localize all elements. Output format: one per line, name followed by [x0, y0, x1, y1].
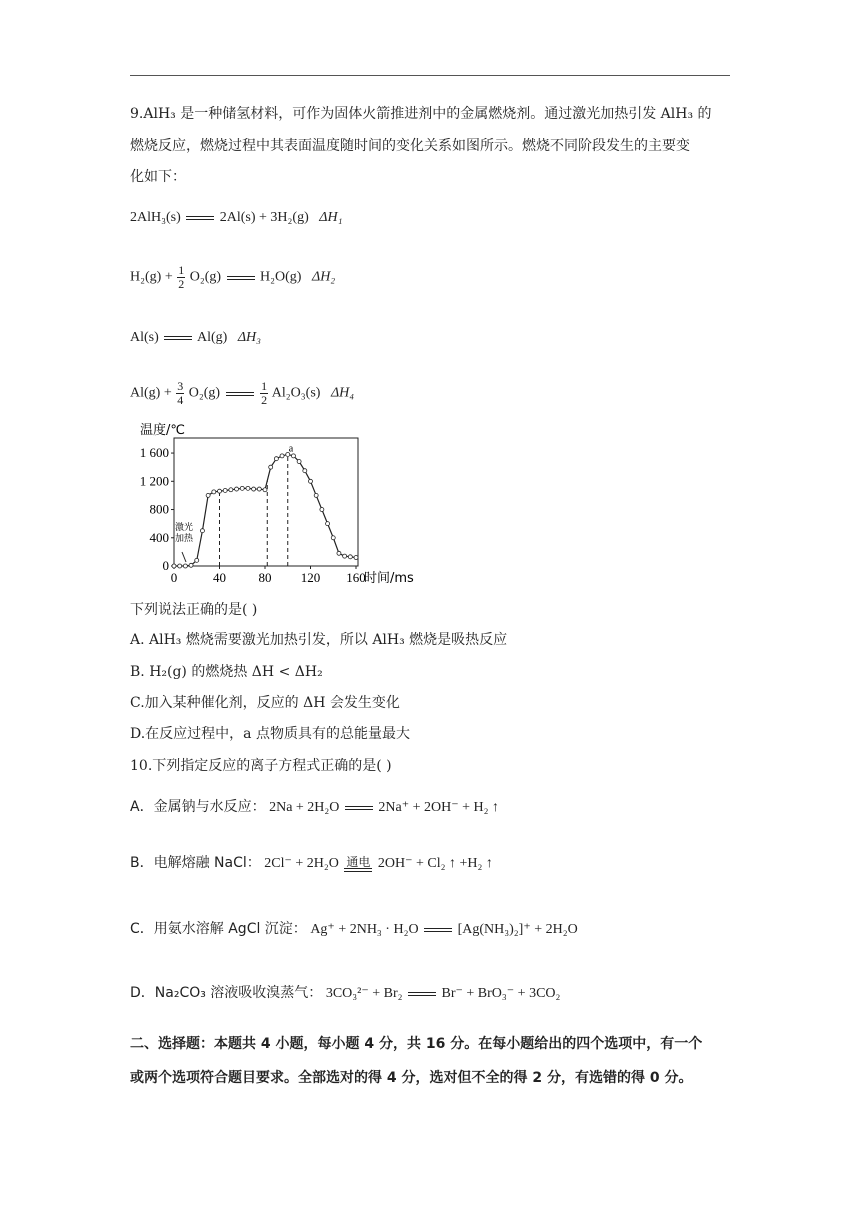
q10-b-right: 2OH⁻ + Cl₂ ↑ +H₂ ↑ — [377, 856, 493, 871]
y-tick-label: 400 — [149, 529, 169, 545]
eq4-b: O₂(g) — [188, 385, 221, 401]
x-axis-label: 时间/ms — [364, 571, 414, 586]
x-tick-label: 120 — [300, 570, 321, 585]
eq4-dh: ΔH₄ — [330, 385, 355, 401]
data-point — [235, 487, 239, 491]
q9-option-a[interactable]: A. AlH₃ 燃烧需要激光加热引发，所以 AlH₃ 燃烧是吸热反应 — [130, 632, 508, 648]
y-tick-label: 800 — [149, 501, 169, 517]
q10-a-right: 2Na⁺ + 2OH⁻ + H₂ ↑ — [378, 800, 500, 815]
data-point — [348, 555, 352, 559]
q10-option-d[interactable] — [130, 982, 560, 1002]
equals-sign — [345, 806, 373, 810]
equals-sign — [186, 216, 214, 220]
data-point — [252, 487, 256, 491]
data-point — [172, 564, 176, 568]
data-point — [269, 465, 273, 469]
data-point — [326, 522, 330, 526]
header-rule — [130, 75, 730, 76]
data-point — [314, 493, 318, 497]
equals-sign — [424, 928, 452, 932]
frac-numerator: 1 — [178, 263, 185, 277]
data-point — [195, 558, 199, 562]
data-point — [189, 563, 193, 567]
q10-option-b[interactable] — [130, 852, 493, 872]
frac-denominator: 4 — [177, 393, 184, 407]
data-point — [212, 490, 216, 494]
frac-denominator: 2 — [261, 393, 268, 407]
electrolysis-condition — [342, 856, 374, 872]
equals-sign — [408, 992, 436, 996]
data-point — [309, 479, 313, 483]
equation-1 — [130, 210, 342, 226]
q10-option-d-label: D．Na₂CO₃ 溶液吸收溴蒸气： — [130, 985, 323, 1001]
equals-sign — [344, 868, 372, 872]
temperature-curve — [174, 454, 356, 566]
eq4-fraction — [176, 380, 184, 407]
eq2-b: O₂(g) — [189, 269, 222, 285]
equation-2 — [130, 264, 335, 291]
data-point — [240, 486, 244, 490]
q10-a-left: 2Na + 2H₂O — [269, 800, 340, 815]
eq1-left: 2AlH₃(s) — [130, 210, 181, 225]
condition-label: 通电 — [346, 855, 371, 869]
q10-option-a-label: A．金属钠与水反应： — [130, 799, 266, 815]
q10-option-c-label: C．用氨水溶解 AgCl 沉淀： — [130, 921, 307, 937]
eq2-dh: ΔH₂ — [311, 269, 336, 285]
laser-arrow — [182, 552, 186, 562]
eq2-right: H₂O(g) — [260, 269, 302, 285]
eq1-right: 2Al(s) + 3H₂(g) — [219, 210, 309, 225]
data-point — [257, 487, 261, 491]
point-a-label: a — [288, 443, 294, 455]
data-point — [354, 556, 358, 560]
temperature-time-chart — [128, 423, 414, 592]
plot-frame — [174, 438, 358, 566]
data-point — [303, 469, 307, 473]
q9-option-b[interactable]: B. H₂(g) 的燃烧热 ΔH < ΔH₂ — [130, 664, 323, 680]
eq3-dh: ΔH₃ — [237, 330, 262, 345]
q10-prompt: 10.下列指定反应的离子方程式正确的是( ) — [130, 758, 392, 774]
q9-option-c[interactable]: C.加入某种催化剂，反应的 ΔH 会发生变化 — [130, 695, 400, 711]
q9-option-d[interactable]: D.在反应过程中，a 点物质具有的总能量最大 — [130, 726, 410, 742]
data-point — [343, 554, 347, 558]
x-tick-label: 160 — [346, 570, 366, 585]
y-tick-label: 1 600 — [139, 445, 169, 461]
eq4-a: Al(g) + — [130, 385, 172, 401]
y-tick-label: 1 200 — [139, 473, 169, 489]
equals-sign — [164, 336, 192, 340]
eq2-a: H₂(g) + — [130, 269, 173, 285]
q10-d-right: Br⁻ + BrO₃⁻ + 3CO₂ — [441, 986, 561, 1001]
data-point — [246, 486, 250, 490]
data-point — [229, 488, 233, 492]
data-point — [331, 536, 335, 540]
q10-option-c[interactable] — [130, 918, 578, 938]
equals-sign — [226, 392, 254, 396]
y-tick-label: 0 — [162, 558, 169, 573]
data-point — [206, 493, 210, 497]
eq4-fraction-2 — [260, 380, 268, 407]
q9-stem-line3: 化如下： — [130, 169, 186, 185]
frac-denominator: 2 — [178, 277, 185, 291]
data-point — [223, 488, 227, 492]
data-point — [218, 489, 222, 493]
laser-heating-label: 激光 — [175, 523, 194, 533]
equals-sign — [227, 276, 255, 280]
x-tick-label: 40 — [213, 570, 226, 585]
data-point — [200, 529, 204, 533]
eq1-dh: ΔH₁ — [319, 210, 343, 225]
data-point — [183, 564, 187, 568]
eq2-fraction — [177, 264, 185, 291]
y-axis-label: 温度/℃ — [140, 423, 185, 438]
section2-line1: 二、选择题：本题共 4 小题，每小题 4 分，共 16 分。在每小题给出的四个选项中，有一个 — [130, 1036, 703, 1052]
eq3-right: Al(g) — [197, 330, 228, 345]
q10-c-right: [Ag(NH₃)₂]⁺ + 2H₂O — [457, 922, 578, 937]
data-point — [320, 508, 324, 512]
equation-4 — [130, 380, 354, 407]
data-point — [297, 460, 301, 464]
q10-d-left: 3CO₃²⁻ + Br₂ — [325, 986, 403, 1001]
x-tick-label: 80 — [258, 570, 272, 585]
q9-prompt: 下列说法正确的是( ) — [130, 602, 258, 618]
data-point — [274, 457, 278, 461]
frac-numerator: 3 — [177, 379, 184, 393]
eq4-right: Al₂O₃(s) — [271, 385, 321, 401]
q10-c-left: Ag⁺ + 2NH₃ · H₂O — [310, 922, 419, 937]
x-tick-label: 0 — [170, 570, 178, 585]
q10-b-left: 2Cl⁻ + 2H₂O — [264, 856, 339, 871]
data-point — [178, 564, 182, 568]
data-point — [280, 454, 284, 458]
frac-numerator: 1 — [261, 379, 268, 393]
data-point — [263, 488, 267, 492]
q9-stem-line1: 9.AlH₃ 是一种储氢材料，可作为固体火箭推进剂中的金属燃烧剂。通过激光加热引发 AlH₃ 的 — [130, 106, 712, 122]
laser-heating-label: 加热 — [175, 534, 194, 544]
eq3-left: Al(s) — [130, 330, 159, 345]
q10-option-b-label: B．电解熔融 NaCl： — [130, 855, 261, 871]
q10-option-a[interactable] — [130, 796, 499, 816]
data-point — [337, 551, 341, 555]
section2-line2: 或两个选项符合题目要求。全部选对的得 4 分，选对但不全的得 2 分，有选错的得 0 分。 — [130, 1070, 693, 1086]
equation-3 — [130, 330, 261, 346]
q9-stem-line2: 燃烧反应，燃烧过程中其表面温度随时间的变化关系如图所示。燃烧不同阶段发生的主要变 — [130, 138, 690, 154]
